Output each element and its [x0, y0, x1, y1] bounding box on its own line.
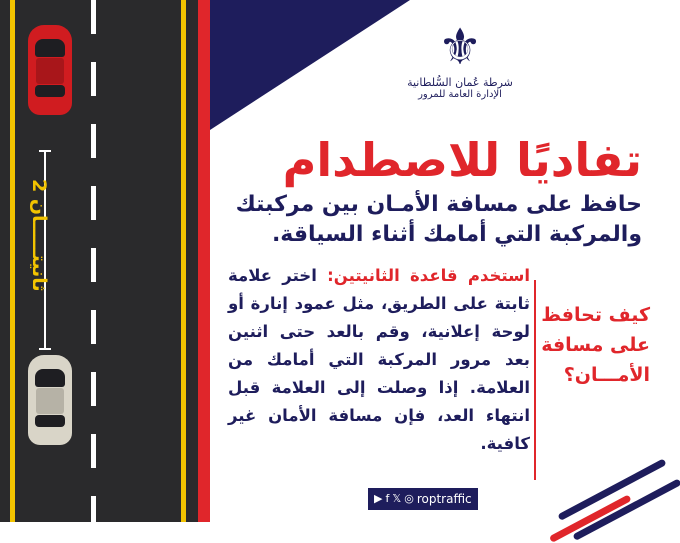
side-divider [534, 280, 536, 480]
road-illustration [0, 0, 198, 522]
red-divider-bar [198, 0, 210, 522]
youtube-icon[interactable]: ▶ [374, 492, 383, 505]
x-icon[interactable]: 𝕏 [392, 492, 402, 505]
instagram-icon[interactable]: ◎ [404, 492, 414, 505]
body-content: اختر علامة ثابتة على الطريق، مثل عمود إنارة أو لوحة إعلانية، وقم بالعد حتى اثنين بعد مرور المركبة التي أمامك من العلامة. إذا وصلت إلى العلامة قبل انتهاء العد، فإن مسافة الأمان غير كافية. [228, 266, 530, 453]
left-lane-line [10, 0, 15, 522]
subtitle: حافظ على مسافة الأمـان بين مركبتك والمركبة التي أمامك أثناء السياقة. [235, 192, 642, 247]
body-text [228, 262, 530, 458]
oman-police-emblem-icon: ⚜ [437, 18, 483, 76]
navy-corner-shape [210, 0, 410, 130]
emblem-line-2: الإدارة العامة للمرور [418, 89, 502, 100]
center-dashed-line [91, 0, 96, 522]
facebook-icon[interactable]: f [385, 492, 390, 505]
body-highlight: استخدم قاعدة الثانيتين: [327, 266, 531, 285]
measure-label: 2 ثانيتـــــان [28, 178, 50, 292]
page-title: تفاديًا للاصطدام [282, 133, 642, 187]
decor-stripe-2 [572, 478, 680, 541]
side-question: كيف تحافظ على مسافة الأمـــان؟ [541, 304, 650, 386]
right-lane-line [181, 0, 186, 522]
red-car-icon [28, 25, 72, 115]
decor-stripe-1 [557, 458, 666, 521]
police-emblem [395, 18, 525, 118]
emblem-line-1: شرطة عُمان السُّلطانية [407, 76, 513, 89]
social-handle: roptraffic [416, 492, 472, 506]
silver-car-icon [28, 355, 72, 445]
social-handle-bar[interactable] [368, 488, 478, 510]
